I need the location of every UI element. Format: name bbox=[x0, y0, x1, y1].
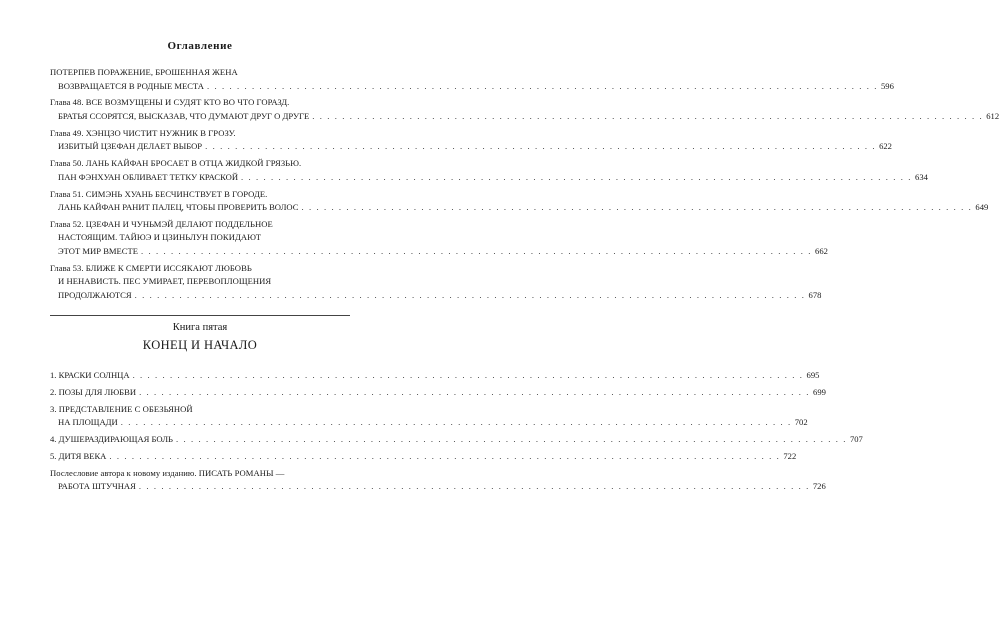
dot-leader: . . . . . . . . . . . . . . . . . . . . . . . . . . . . . . . . . . . . . . . . . . . . . . . . . . . . . . . . . . . . . . . . . . . . . . . . . . . . . . . . . . . . . . . . . . bbox=[132, 370, 804, 380]
toc-top-section bbox=[50, 66, 999, 306]
toc-entry bbox=[50, 157, 928, 184]
toc-entry-text: ЛАНЬ КАЙФАН РАНИТ ПАЛЕЦ, ЧТОБЫ ПРОВЕРИТЬ ВОЛОС bbox=[58, 202, 299, 213]
toc-entry-text: НАСТОЯЩИМ. ТАЙЮЭ И ЦЗИНЬЛУН ПОКИДАЮТ bbox=[58, 232, 262, 243]
toc-entry-text: Глава 53. БЛИЖЕ К СМЕРТИ ИССЯКАЮТ ЛЮБОВЬ bbox=[50, 262, 252, 273]
page-number: 612 bbox=[986, 110, 999, 121]
toc-entry-text: Глава 49. ХЭНЦЗО ЧИСТИТ НУЖНИК В ГРОЗУ. bbox=[50, 127, 236, 138]
dot-leader: . . . . . . . . . . . . . . . . . . . . . . . . . . . . . . . . . . . . . . . . . . . . . . . . . . . . . . . . . . . . . . . . . . . . . . . . . . . . . . . . . . . . . . . . . . bbox=[312, 110, 984, 121]
toc-entry-text: ПРОДОЛЖАЮТСЯ bbox=[58, 290, 132, 301]
toc-entry bbox=[50, 218, 828, 259]
toc-entry-text: ПАН ФЭНХУАН ОБЛИВАЕТ ТЕТКУ КРАСКОЙ bbox=[58, 171, 239, 182]
toc-entry-text: НА ПЛОЩАДИ bbox=[58, 417, 118, 428]
dot-leader: . . . . . . . . . . . . . . . . . . . . . . . . . . . . . . . . . . . . . . . . . . . . . . . . . . . . . . . . . . . . . . . . . . . . . . . . . . . . . . . . . . . . . . . . . . bbox=[205, 141, 877, 152]
toc-entry bbox=[50, 467, 826, 494]
toc-entry-text: 1. КРАСКИ СОЛНЦА bbox=[50, 370, 130, 380]
dot-leader: . . . . . . . . . . . . . . . . . . . . . . . . . . . . . . . . . . . . . . . . . . . . . . . . . . . . . . . . . . . . . . . . . . . . . . . . . . . . . . . . . . . . . . . . . . bbox=[241, 171, 913, 182]
toc-entry bbox=[50, 188, 989, 215]
dot-leader: . . . . . . . . . . . . . . . . . . . . . . . . . . . . . . . . . . . . . . . . . . . . . . . . . . . . . . . . . . . . . . . . . . . . . . . . . . . . . . . . . . . . . . . . . . bbox=[141, 246, 813, 257]
toc-entry bbox=[50, 66, 894, 93]
toc-entry-text: БРАТЬЯ ССОРЯТСЯ, ВЫСКАЗАВ, ЧТО ДУМАЮТ ДРУГ О ДРУГЕ bbox=[58, 110, 310, 121]
toc-entry bbox=[50, 127, 892, 154]
toc-entry-text: И НЕНАВИСТЬ. ПЕС УМИРАЕТ, ПЕРЕВОПЛОЩЕНИЯ bbox=[58, 276, 272, 287]
page-number: 702 bbox=[794, 417, 808, 428]
page-number: 678 bbox=[808, 290, 822, 301]
toc-entry-text: Глава 52. ЦЗЕФАН И ЧУНЬМЭЙ ДЕЛАЮТ ПОДДЕЛЬНОЕ bbox=[50, 218, 273, 229]
toc-entry-text: ЭТОТ МИР ВМЕСТЕ bbox=[58, 246, 139, 257]
page-number: 722 bbox=[783, 450, 797, 461]
toc-entry bbox=[50, 262, 822, 303]
page-number: 695 bbox=[806, 370, 820, 380]
dot-leader: . . . . . . . . . . . . . . . . . . . . . . . . . . . . . . . . . . . . . . . . . . . . . . . . . . . . . . . . . . . . . . . . . . . . . . . . . . . . . . . . . . . . . . . . . . bbox=[139, 386, 811, 397]
toc-entry-text: Глава 48. ВСЕ ВОЗМУЩЕНЫ И СУДЯТ КТО ВО ЧТО ГОРАЗД. bbox=[50, 97, 290, 108]
book-label: Книга пятая bbox=[172, 322, 228, 333]
page-number: 622 bbox=[879, 141, 892, 152]
book-title: КОНЕЦ И НАЧАЛО bbox=[142, 338, 258, 352]
page-number: 634 bbox=[915, 171, 928, 182]
toc-entry-text: Глава 51. СИМЭНЬ ХУАНЬ БЕСЧИНСТВУЕТ В ГОРОДЕ. bbox=[50, 188, 268, 199]
page-number: 707 bbox=[849, 433, 863, 444]
toc-entry-text: Глава 50. ЛАНЬ КАЙФАН БРОСАЕТ В ОТЦА ЖИДКОЙ ГРЯЗЬЮ. bbox=[50, 158, 302, 169]
dot-leader: . . . . . . . . . . . . . . . . . . . . . . . . . . . . . . . . . . . . . . . . . . . . . . . . . . . . . . . . . . . . . . . . . . . . . . . . . . . . . . . . . . . . . . . . . . bbox=[134, 290, 806, 301]
page-number: 649 bbox=[975, 202, 989, 213]
dot-leader: . . . . . . . . . . . . . . . . . . . . . . . . . . . . . . . . . . . . . . . . . . . . . . . . . . . . . . . . . . . . . . . . . . . . . . . . . . . . . . . . . . . . . . . . . . bbox=[120, 417, 792, 428]
page-number: 662 bbox=[815, 246, 828, 257]
toc-entry-text: 3. ПРЕДСТАВЛЕНИЕ С ОБЕЗЬЯНОЙ bbox=[50, 403, 193, 414]
page-number: 726 bbox=[812, 481, 826, 492]
toc-entry-text: 2. ПОЗЫ ДЛЯ ЛЮБВИ bbox=[50, 386, 137, 397]
toc-entry bbox=[50, 369, 820, 383]
toc-entry-text: РАБОТА ШТУЧНАЯ bbox=[58, 481, 136, 492]
toc-entry bbox=[50, 96, 999, 123]
toc-entry-text: ПОТЕРПЕВ ПОРАЖЕНИЕ, БРОШЕННАЯ ЖЕНА bbox=[50, 67, 238, 77]
section-divider bbox=[50, 315, 350, 316]
dot-leader: . . . . . . . . . . . . . . . . . . . . . . . . . . . . . . . . . . . . . . . . . . . . . . . . . . . . . . . . . . . . . . . . . . . . . . . . . . . . . . . . . . . . . . . . . . bbox=[109, 450, 781, 461]
toc-entry-text: 5. ДИТЯ ВЕКА bbox=[50, 450, 107, 461]
dot-leader: . . . . . . . . . . . . . . . . . . . . . . . . . . . . . . . . . . . . . . . . . . . . . . . . . . . . . . . . . . . . . . . . . . . . . . . . . . . . . . . . . . . . . . . . . . bbox=[138, 481, 810, 492]
toc-entry-text: ИЗБИТЫЙ ЦЗЕФАН ДЕЛАЕТ ВЫБОР bbox=[58, 141, 203, 152]
dot-leader: . . . . . . . . . . . . . . . . . . . . . . . . . . . . . . . . . . . . . . . . . . . . . . . . . . . . . . . . . . . . . . . . . . . . . . . . . . . . . . . . . . . . . . . . . . bbox=[207, 80, 878, 91]
toc-entry bbox=[50, 450, 797, 464]
toc-entry bbox=[50, 386, 826, 400]
dot-leader: . . . . . . . . . . . . . . . . . . . . . . . . . . . . . . . . . . . . . . . . . . . . . . . . . . . . . . . . . . . . . . . . . . . . . . . . . . . . . . . . . . . . . . . . . . bbox=[301, 202, 973, 213]
toc-entry-text: ВОЗВРАЩАЕТСЯ В РОДНЫЕ МЕСТА bbox=[58, 80, 205, 91]
dot-leader: . . . . . . . . . . . . . . . . . . . . . . . . . . . . . . . . . . . . . . . . . . . . . . . . . . . . . . . . . . . . . . . . . . . . . . . . . . . . . . . . . . . . . . . . . . bbox=[175, 433, 847, 444]
toc-entry-text: 4. ДУШЕРАЗДИРАЮЩАЯ БОЛЬ bbox=[50, 433, 173, 444]
toc-entry bbox=[50, 403, 808, 430]
page-header: Оглавление bbox=[167, 40, 233, 52]
page-number: 596 bbox=[880, 80, 894, 91]
toc-entry bbox=[50, 433, 863, 447]
toc-entry-text: Послесловие автора к новому изданию. ПИСАТЬ РОМАНЫ — bbox=[50, 467, 285, 478]
toc-bottom-section bbox=[50, 369, 863, 497]
page-number: 699 bbox=[813, 386, 826, 397]
